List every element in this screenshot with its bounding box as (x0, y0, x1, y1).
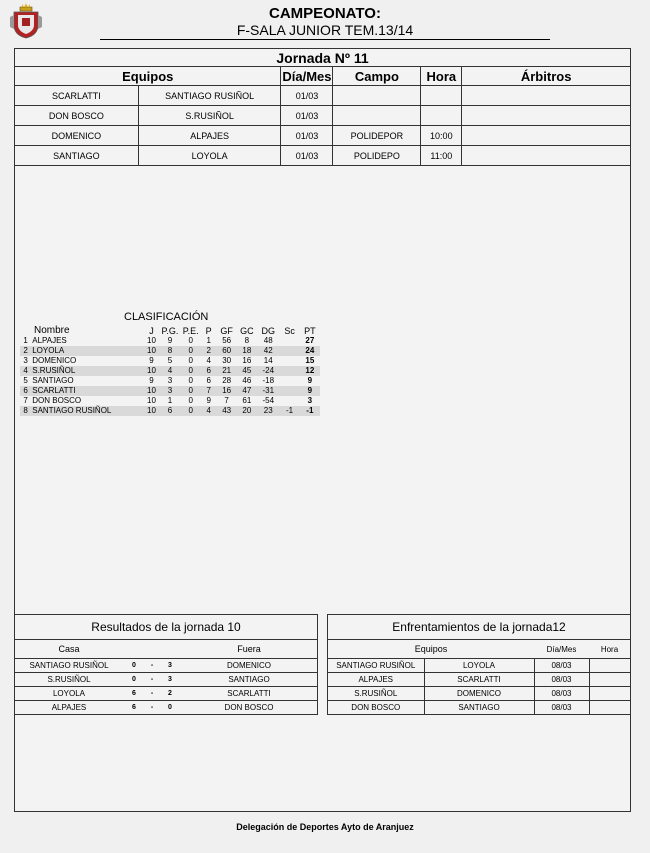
table-row (20, 386, 320, 396)
goals-for: 21 (217, 366, 237, 376)
points: 12 (300, 366, 320, 376)
won: 1 (167, 396, 173, 405)
away-team: SANTIAGO RUSIÑOL (138, 86, 281, 106)
col-casa: Casa (58, 644, 80, 654)
home-team: S.RUSIÑOL (328, 687, 424, 701)
played: 9 (149, 356, 154, 365)
away-score: 0 (159, 701, 181, 715)
jornada-title: Jornada Nº 11 (15, 49, 631, 67)
match-date: 01/03 (281, 86, 333, 106)
match-field (333, 106, 421, 126)
played: 9 (149, 376, 154, 385)
header-pt: PT (304, 326, 316, 336)
table-row (20, 376, 320, 386)
away-team: SANTIAGO (181, 673, 317, 687)
goals-against: 16 (242, 356, 252, 365)
header-sc: Sc (284, 326, 295, 336)
points: 9 (300, 386, 320, 396)
home-score: 6 (123, 701, 145, 715)
match-time (589, 687, 630, 701)
table-row (15, 86, 631, 106)
match-date: 08/03 (534, 673, 589, 687)
page-title: CAMPEONATO: (269, 5, 381, 22)
played: 10 (144, 346, 160, 356)
goal-diff: -54 (262, 396, 275, 405)
score-separator: - (145, 687, 159, 701)
team-name: SANTIAGO RUSIÑOL (31, 406, 143, 416)
team-name: LOYOLA (31, 346, 143, 356)
table-row (20, 396, 320, 406)
away-team: S.RUSIÑOL (138, 106, 281, 126)
team-name: DOMENICO (32, 356, 77, 365)
col-hora: Hora (421, 67, 462, 86)
played: 10 (144, 386, 160, 396)
col-fuera: Fuera (237, 644, 261, 654)
goals-against: 61 (242, 396, 252, 405)
match-time (589, 659, 630, 673)
sanction (279, 356, 299, 366)
home-team: SCARLATTI (15, 86, 139, 106)
match-date: 01/03 (281, 106, 333, 126)
goals-for: 56 (222, 336, 232, 345)
match-date: 08/03 (534, 659, 589, 673)
pos: 3 (23, 356, 28, 365)
goal-diff: 14 (263, 356, 273, 365)
table-row (15, 701, 317, 715)
away-score: 3 (159, 673, 181, 687)
played: 10 (144, 406, 160, 416)
col-campo: Campo (333, 67, 421, 86)
won: 3 (159, 386, 180, 396)
score-separator: - (145, 673, 159, 687)
col-dia-mes: Día/Mes (546, 644, 577, 654)
score-separator: - (145, 701, 159, 715)
match-field (333, 86, 421, 106)
header-pe: P.E. (182, 326, 199, 336)
lost: 2 (201, 346, 217, 356)
goals-for: 60 (217, 346, 237, 356)
table-row (328, 687, 630, 701)
goals-against: 18 (237, 346, 257, 356)
match-time (421, 106, 462, 126)
results-title: Resultados de la jornada 10 (15, 615, 317, 640)
away-score: 3 (159, 659, 181, 673)
standings-header (20, 326, 320, 336)
table-row (15, 126, 631, 146)
home-team: DOMENICO (15, 126, 139, 146)
table-row (15, 673, 317, 687)
table-row (15, 146, 631, 166)
lost: 6 (206, 376, 211, 385)
goals-against: 47 (237, 386, 257, 396)
results-box (14, 614, 318, 715)
won: 8 (159, 346, 180, 356)
page-subtitle: F-SALA JUNIOR TEM.13/14 (100, 22, 550, 40)
points: 27 (305, 336, 315, 345)
points: 15 (305, 356, 315, 365)
home-team: ALPAJES (328, 673, 424, 687)
goals-against: 45 (237, 366, 257, 376)
away-team: SCARLATTI (181, 687, 317, 701)
lost: 4 (206, 356, 211, 365)
match-time: 10:00 (421, 126, 462, 146)
goals-for: 16 (217, 386, 237, 396)
away-team: SANTIAGO (424, 701, 534, 715)
played: 10 (147, 396, 156, 405)
drawn: 0 (181, 386, 201, 396)
table-row (20, 336, 320, 346)
home-team: SANTIAGO RUSIÑOL (328, 659, 424, 673)
goals-against: 46 (242, 376, 252, 385)
standings-table (20, 326, 320, 416)
goals-for: 30 (222, 356, 232, 365)
match-referee (462, 146, 631, 166)
standings-title: CLASIFICACIÓN (124, 311, 209, 323)
goal-diff: -24 (257, 366, 279, 376)
team-name: SANTIAGO (32, 376, 74, 385)
lost: 7 (201, 386, 217, 396)
goal-diff: 42 (257, 346, 279, 356)
home-team: DON BOSCO (328, 701, 424, 715)
header-j: J (149, 326, 154, 336)
goal-diff: -18 (262, 376, 275, 385)
table-row (328, 701, 630, 715)
away-team: DOMENICO (181, 659, 317, 673)
goals-against: 20 (237, 406, 257, 416)
team-name: DON BOSCO (32, 396, 82, 405)
col-arbitros: Árbitros (462, 67, 631, 86)
col-equipos: Equipos (15, 67, 281, 86)
pos: 4 (20, 366, 31, 376)
sanction: -1 (279, 406, 299, 416)
col-dia-mes: Día/Mes (282, 68, 332, 84)
away-team: SCARLATTI (424, 673, 534, 687)
drawn: 0 (181, 366, 201, 376)
header-nombre: Nombre (34, 325, 70, 336)
match-date: 01/03 (281, 126, 333, 146)
sanction (279, 366, 299, 376)
won: 4 (159, 366, 180, 376)
points: 9 (307, 376, 313, 385)
fixtures-title: Enfrentamientos de la jornada12 (328, 615, 630, 640)
match-date: 08/03 (534, 701, 589, 715)
home-team: S.RUSIÑOL (15, 673, 123, 687)
sanction (279, 376, 299, 386)
table-row (20, 366, 320, 376)
played: 10 (147, 336, 156, 345)
lost: 6 (201, 366, 217, 376)
match-time (589, 701, 630, 715)
home-score: 0 (123, 673, 145, 687)
pos: 7 (23, 396, 28, 405)
home-score: 6 (123, 687, 145, 701)
away-team: ALPAJES (138, 126, 281, 146)
home-team: SANTIAGO RUSIÑOL (15, 659, 123, 673)
col-hora: Hora (600, 644, 619, 654)
table-row (20, 356, 320, 366)
won: 5 (167, 356, 173, 365)
home-team: SANTIAGO (15, 146, 139, 166)
table-row (328, 673, 630, 687)
pos: 8 (20, 406, 31, 416)
col-equipos: Equipos (414, 644, 448, 654)
header-gc: GC (240, 326, 254, 336)
match-date: 08/03 (534, 687, 589, 701)
away-team: DON BOSCO (181, 701, 317, 715)
won: 3 (167, 376, 173, 385)
lost: 9 (206, 396, 211, 405)
header-gf: GF (220, 326, 233, 336)
match-referee (462, 126, 631, 146)
team-name: S.RUSIÑOL (31, 366, 143, 376)
drawn: 0 (188, 376, 193, 385)
sanction (279, 396, 299, 406)
fixtures-box (327, 614, 631, 715)
table-row (15, 106, 631, 126)
table-row (15, 687, 317, 701)
goals-for: 43 (217, 406, 237, 416)
header-p: P (205, 326, 212, 336)
home-score: 0 (123, 659, 145, 673)
pos: 5 (23, 376, 28, 385)
footer: Delegación de Deportes Ayto de Aranjuez (236, 822, 414, 832)
drawn: 0 (188, 336, 193, 345)
goal-diff: 48 (263, 336, 273, 345)
points: 24 (300, 346, 320, 356)
away-score: 2 (159, 687, 181, 701)
points: 3 (307, 396, 313, 405)
drawn: 0 (181, 406, 201, 416)
home-team: LOYOLA (15, 687, 123, 701)
table-row (15, 659, 317, 673)
drawn: 0 (181, 346, 201, 356)
coat-of-arms-logo (8, 3, 44, 39)
match-referee (462, 86, 631, 106)
drawn: 0 (188, 396, 193, 405)
match-date: 01/03 (281, 146, 333, 166)
home-team: ALPAJES (15, 701, 123, 715)
team-name: ALPAJES (32, 336, 67, 345)
sanction (279, 346, 299, 356)
pos: 6 (20, 386, 31, 396)
match-field: POLIDEPOR (333, 126, 421, 146)
won: 6 (159, 406, 180, 416)
jornada-table (14, 48, 631, 166)
goal-diff: -31 (257, 386, 279, 396)
pos: 1 (23, 336, 28, 345)
match-time (421, 86, 462, 106)
goal-diff: 23 (257, 406, 279, 416)
won: 9 (167, 336, 173, 345)
played: 10 (144, 366, 160, 376)
goals-for: 28 (222, 376, 232, 385)
header-pg: P.G. (161, 326, 179, 336)
header-dg: DG (261, 326, 275, 336)
home-team: DON BOSCO (15, 106, 139, 126)
away-team: LOYOLA (424, 659, 534, 673)
match-time: 11:00 (421, 146, 462, 166)
table-row (20, 406, 320, 416)
lost: 1 (206, 336, 211, 345)
sanction (279, 386, 299, 396)
score-separator: - (145, 659, 159, 673)
lost: 4 (201, 406, 217, 416)
table-row (20, 346, 320, 356)
drawn: 0 (188, 356, 193, 365)
match-field: POLIDEPO (333, 146, 421, 166)
sanction (279, 336, 299, 346)
pos: 2 (20, 346, 31, 356)
away-team: DOMENICO (424, 687, 534, 701)
goals-for: 7 (224, 396, 229, 405)
away-team: LOYOLA (138, 146, 281, 166)
match-referee (462, 106, 631, 126)
points: -1 (300, 406, 320, 416)
table-row (328, 659, 630, 673)
team-name: SCARLATTI (31, 386, 143, 396)
goals-against: 8 (244, 336, 250, 345)
match-time (589, 673, 630, 687)
